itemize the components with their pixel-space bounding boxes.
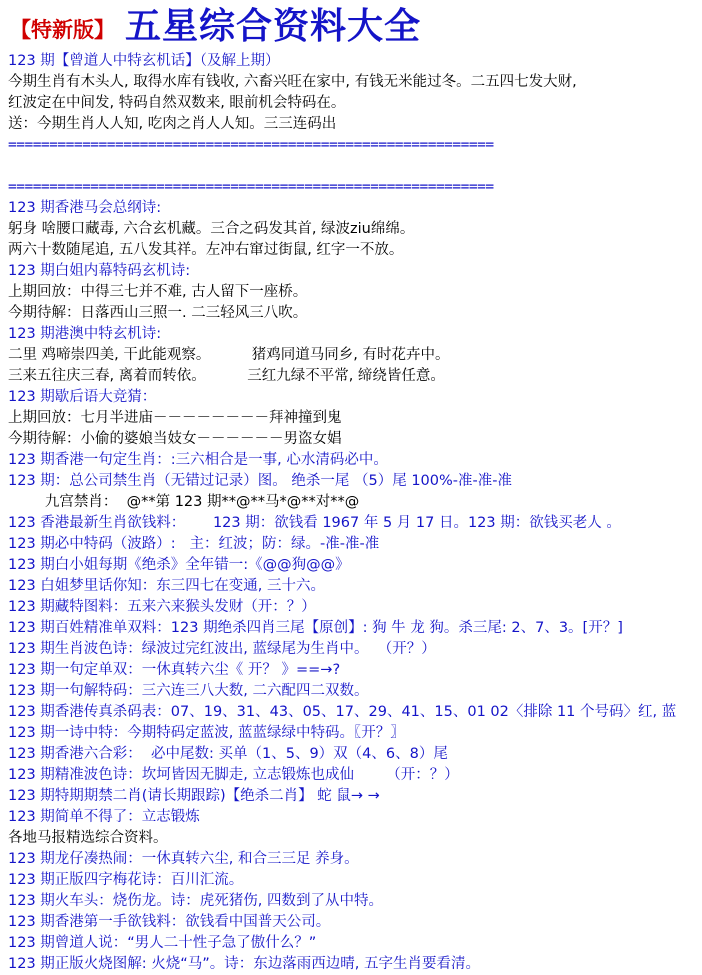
header-badge: 【特新版】	[10, 18, 115, 42]
line-send: 送：今期生肖人人知, 吃肉之肖人人知。三三连码出	[8, 116, 337, 132]
line-zhengban-huoshao: 123 期正版火烧图解: 火烧“马”。诗：东边落雨西边晴, 五字生肖要看清。	[8, 956, 481, 972]
line-jiandan: 123 期简单不得了：立志锻炼	[8, 809, 200, 825]
line-yijudingdan: 123 期一句定单双：一休真转六尘《 开？ 》==→?	[8, 662, 341, 678]
line-zonggongsi: 123 期：总公司禁生肖（无错过记录）图。 绝杀一尾 （5）尾 100%-准-准-准	[8, 473, 512, 489]
line-baijie-dream: 123 白姐梦里话你知：东三四七在变通, 三十六。	[8, 578, 326, 594]
line-jingzhun-bose: 123 期精准波色诗：坎坷皆因无脚走, 立志锻炼也成仙 （开：？）	[8, 767, 459, 783]
line-outline-1: 躬身 啥腰口藏毒, 六合玄机藏。三合之码发其首, 绿波ziu绵绵。	[8, 221, 415, 237]
document-body	[8, 51, 694, 975]
line-hk-diyishou: 123 期香港第一手欲钱料：欲钱看中国普天公司。	[8, 914, 331, 930]
line-baijie-title: 123 期白姐内幕特码玄机诗:	[8, 263, 191, 279]
line-macau-outline-title: 123 期香港马会总纲诗:	[8, 200, 162, 216]
blank-1	[8, 156, 694, 177]
line-hk-yiju: 123 期香港一句定生肖：:三六相合是一事, 心水清码必中。	[8, 452, 388, 468]
separator-1: ===========================================================	[8, 137, 494, 153]
line-yijujie: 123 期一句解特码：三六连三八大数, 二六配四二双数。	[8, 683, 369, 699]
line-zhengban-sizi: 123 期正版四字梅花诗：百川汇流。	[8, 872, 244, 888]
line-hk-liuhecai: 123 期香港六合彩： 必中尾数: 买单（1、5、9）双（4、6、8）尾	[8, 746, 448, 762]
line-xiehouyu-1: 上期回放：七月半进庙－－－－－－－－拜神撞到鬼	[8, 410, 342, 426]
line-gangao-1: 二里 鸡啼崇四美, 干此能观察。 猪鸡同道马同乡, 有时花卉中。	[8, 347, 450, 363]
line-cangte: 123 期藏特图料：五来六来猴头发财（开：？）	[8, 599, 316, 615]
line-longzaizi: 123 期龙仔凑热闹：一休真转六尘, 和合三三足 养身。	[8, 851, 359, 867]
line-poem-2: 红波定在中间发, 特码自然双数来, 眼前机会特码在。	[8, 95, 346, 111]
line-baijie-1: 上期回放：中得三七并不难, 古人留下一座桥。	[8, 284, 308, 300]
line-hk-newest: 123 香港最新生肖欲钱料： 123 期：欲钱看 1967 年 5 月 17 日。123 期：欲钱买老人 。	[8, 515, 621, 531]
line-poem-1: 今期生肖有木头人, 取得水库有钱收, 六畜兴旺在家中, 有钱无米能过冬。二五四七发大财,	[8, 74, 577, 90]
line-xiehouyu-2: 今期待解：小偷的婆娘当妓女－－－－－－男盗女娼	[8, 431, 342, 447]
line-tejin-erxiao: 123 期特期期禁二肖(请长期跟踪)【绝杀二肖】 蛇 鼠→ →	[8, 788, 380, 804]
page-header	[8, 6, 694, 51]
line-chuanzhen: 123 期香港传真杀码表：07、19、31、43、05、17、29、41、15、01 02〈排除 11 个号码〉红, 蓝	[8, 704, 677, 720]
line-outline-2: 两六十数随尾追, 五八发其祥。左冲右窜过街鼠, 红字一不放。	[8, 242, 404, 258]
line-baixing: 123 期百姓精准单双料：123 期绝杀四肖三尾【原创】: 狗 牛 龙 狗。杀三尾: 2、7、3。[开？]	[8, 620, 623, 636]
line-huochetou: 123 期火车头：烧伤龙。诗：虎死猪伤, 四数到了从中特。	[8, 893, 384, 909]
line-bizhong: 123 期必中特码（波路）: 主：红波；防：绿。-准-准-准	[8, 536, 380, 552]
line-xiehouyu-title: 123 期歇后语大竞猜：	[8, 389, 157, 405]
line-baijie-halfyear: 123 期白小姐每期《绝杀》全年错一:《@@狗@@》	[8, 557, 350, 573]
line-zengdao-renren: 123 期曾道人说：“男人二十性子急了傲什么？”	[8, 935, 317, 951]
line-gangao-title: 123 期港澳中特玄机诗:	[8, 326, 162, 342]
line-yishi: 123 期一诗中特：今期特码定蓝波, 蓝蓝绿绿中特码。〖开？〗	[8, 725, 405, 741]
separator-2: ===========================================================	[8, 179, 494, 195]
line-gedi-mabao: 各地马报精选综合资料。	[8, 830, 168, 846]
line-baijie-2: 今期待解：日落西山三照一. 二三轻风三八吹。	[8, 305, 308, 321]
line-shengxiao-bose: 123 期生肖波色诗：绿波过完红波出, 蓝绿尾为生肖中。 （开？）	[8, 641, 436, 657]
page-title: 五星综合资料大全	[125, 6, 422, 47]
line-gui-daoren-title: 123 期【曾道人中特玄机话】（及解上期）	[8, 53, 280, 69]
line-gangao-2: 三来五往庆三春, 离着而转依。 三红九绿不平常, 缔绕皆任意。	[8, 368, 445, 384]
line-jiugong: 九宫禁肖： @**第 123 期**@**马*@**对**@	[8, 494, 360, 510]
